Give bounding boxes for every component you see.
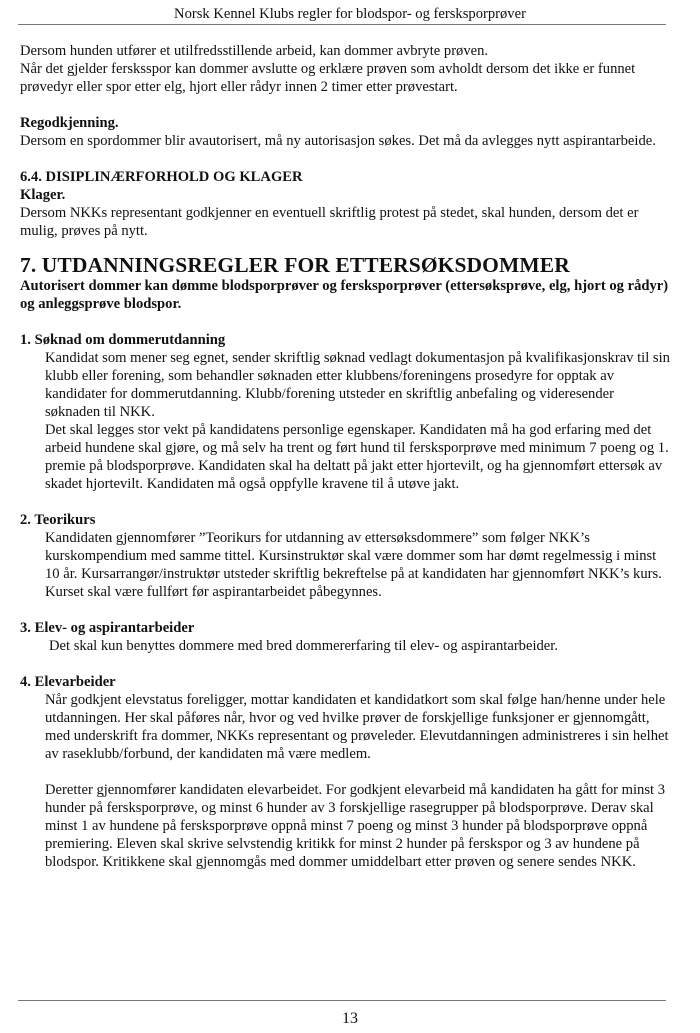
item-2-heading: 2. Teorikurs (20, 512, 96, 528)
item-4-heading: 4. Elevarbeider (20, 674, 116, 690)
header-divider (18, 24, 666, 25)
item-4-paragraph-1: Når godkjent elevstatus foreligger, mottar kandidaten et kandidatkort som skal følge han/henne under hele utdanningen. Her skal påføres når, hvor og ved hvilke prøver de forskjellige funksjoner er gjennomgått, med underskrift fra dommer, NKKs representant og prøveleder. Elevutdanningen administreres i sin helhet av raseklubb/forbund, der kandidaten må være medlem. (45, 692, 669, 762)
chapter-7-title: 7. UTDANNINGSREGLER FOR ETTERSØKSDOMMER (20, 253, 570, 277)
item-1-paragraph-2: Det skal legges stor vekt på kandidatens personlige egenskaper. Kandidaten må ha god erfaring med det arbeid hundene skal gjøre, og må selv ha trent og ført hund til fersksporprøve med minimum 7 poeng og 1. premie på blodsporprøve. Kandidaten skal ha deltatt på jakt etter hjortevilt, og ha gjennomført ettersøk av skadet hjortevilt. Kandidaten må også oppfylle kravene til å utøve jakt. (45, 422, 669, 492)
intro-paragraph-2: Når det gjelder fersksspor kan dommer avslutte og erklære prøven som avholdt dersom det ikke er funnet prøvedyr eller spor etter elg, hjort eller rådyr innen 2 timer etter prøvestart. (20, 61, 636, 95)
section-6-4-heading: 6.4. DISIPLINÆRFORHOLD OG KLAGER (20, 169, 303, 185)
klager-heading: Klager. (20, 187, 66, 203)
regodkjenning-text: Dersom en spordommer blir avautorisert, må ny autorisasjon søkes. Det må da avlegges nytt aspirantarbeide. (20, 133, 656, 149)
item-1-paragraph-1: Kandidat som mener seg egnet, sender skriftlig søknad vedlagt dokumentasjon på kvalifikasjonskrav til sin klubb eller forening, som behandler søknaden etter klubbens/foreningens prosedyre for opptak av kandidater for dommerutdanning. Klubb/forening utsteder en skriftlig anbefaling og videresender søknaden til NKK. (45, 350, 670, 420)
klager-text: Dersom NKKs representant godkjenner en eventuell skriftlig protest på stedet, skal hunden, dersom det er mulig, prøves på nytt. (20, 205, 639, 239)
item-3-paragraph-1: Det skal kun benyttes dommere med bred dommererfaring til elev- og aspirantarbeider. (49, 638, 558, 654)
item-3-heading: 3. Elev- og aspirantarbeider (20, 620, 195, 636)
intro-paragraph-1: Dersom hunden utfører et utilfredsstillende arbeid, kan dommer avbryte prøven. (20, 43, 489, 59)
page-number: 13 (342, 1010, 358, 1027)
footer-divider (18, 1000, 666, 1001)
regodkjenning-heading: Regodkjenning. (20, 115, 119, 131)
item-2-paragraph-1: Kandidaten gjennomfører ”Teorikurs for utdanning av ettersøksdommere” som følger NKK’s kurskompendium med samme tittel. Kursinstruktør skal være dommer som har dømt regelmessig i minst 10 år. Kursarrangør/instruktør utsteder skriftlig bekreftelse på at kandidaten har gjennomført NKK’s kurs. Kurset skal være fullført før aspirantarbeidet påbegynnes. (45, 530, 662, 600)
running-header: Norsk Kennel Klubs regler for blodspor- og fersksporprøver (174, 6, 526, 22)
chapter-7-lead: Autorisert dommer kan dømme blodsporprøver og fersksporprøver (ettersøksprøve, elg, hjort og rådyr) og anleggsprøve blodspor. (20, 278, 669, 312)
page-body (20, 42, 670, 871)
item-4-paragraph-2: Deretter gjennomfører kandidaten elevarbeidet. For godkjent elevarbeid må kandidaten ha gått for minst 3 hunder på fersksporprøve, og minst 6 hunder av 3 forskjellige rasegrupper på blodsporprøve. Derav skal minst 1 av hundene på fersksporprøve oppnå minst 7 poeng og minst 3 hunder på blodsporprøve oppnå premiering. Eleven skal skrive selvstendig kritikk for minst 2 hunder på ferskspor og 3 av hundene på blodspor. Kritikkene skal gjennomgås med dommer umiddelbart etter prøven og senere sendes NKK. (45, 782, 666, 870)
item-1-heading: 1. Søknad om dommerutdanning (20, 332, 226, 348)
